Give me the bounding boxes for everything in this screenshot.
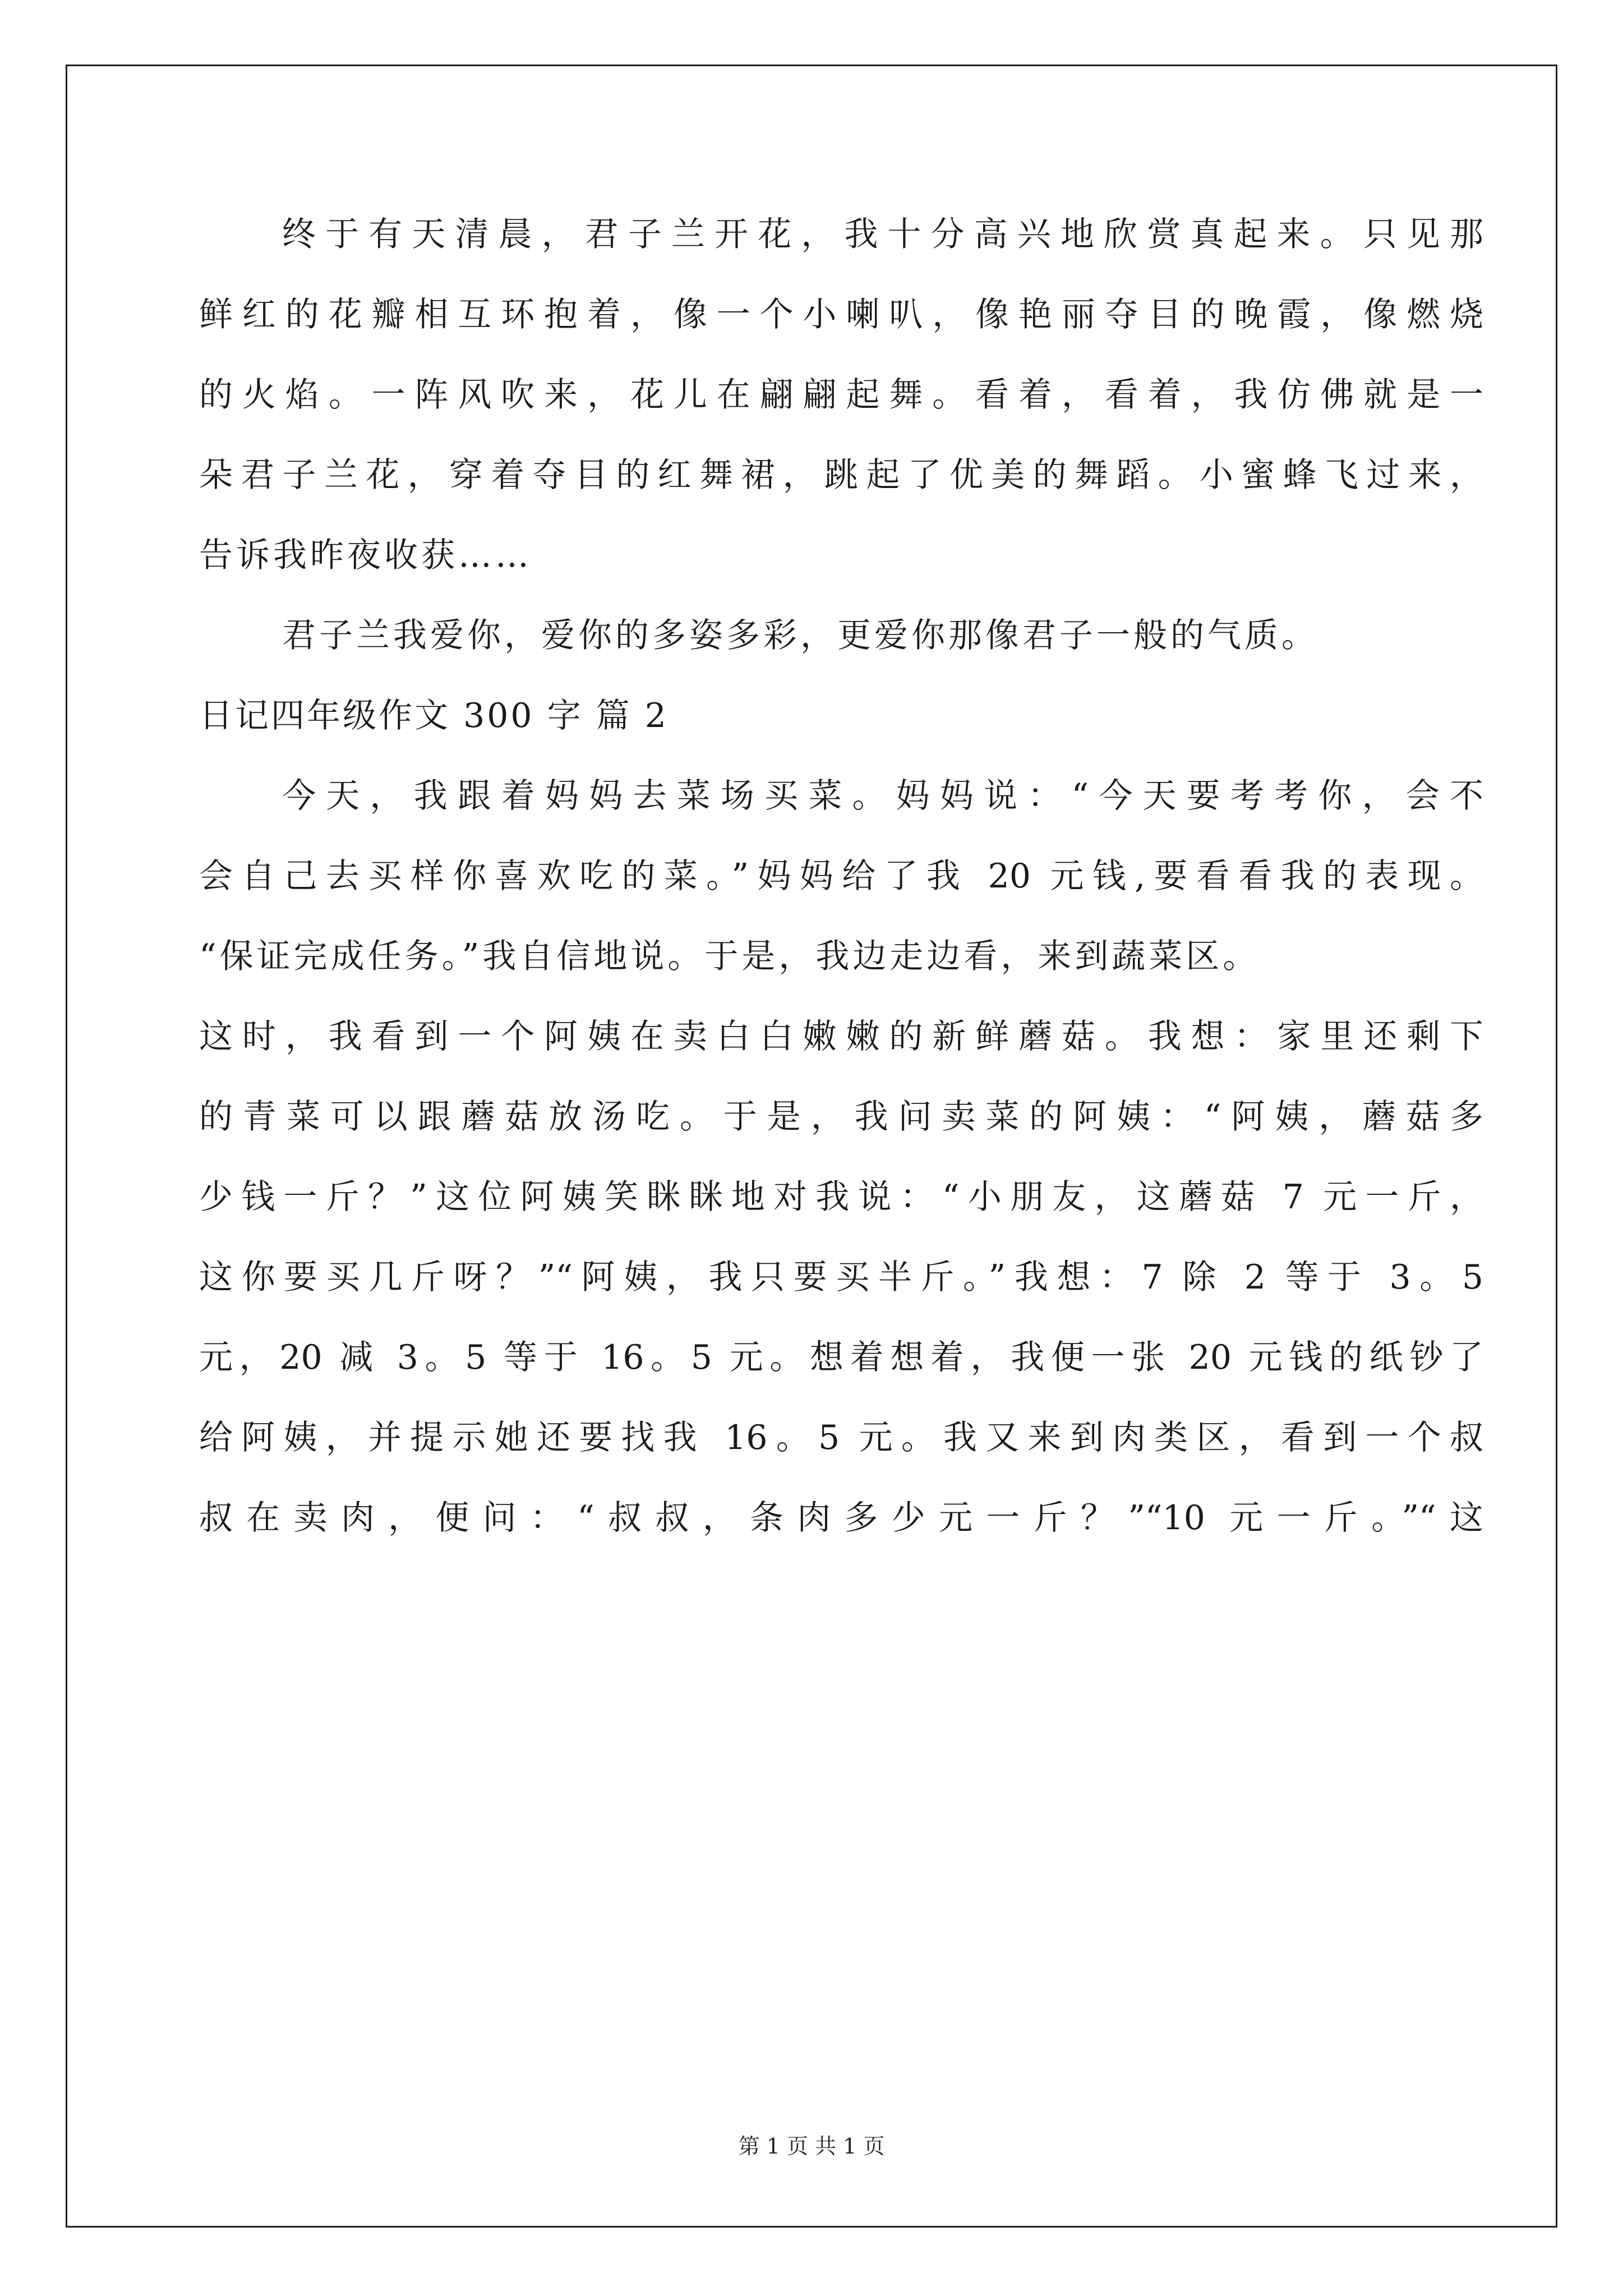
text-line: 元，20 减 3。5 等于 16。5 元。想着想着，我便一张 20 元钱的纸钞了 [199, 1338, 1483, 1377]
text-line: 的青菜可以跟蘑菇放汤吃。于是，我问卖菜的阿姨：“阿姨，蘑菇多 [199, 1097, 1483, 1137]
text-line: 今天，我跟着妈妈去菜场买菜。妈妈说：“今天要考考你，会不 [282, 776, 1483, 816]
text-line: 给阿姨，并提示她还要找我 16。5 元。我又来到肉类区，看到一个叔 [199, 1418, 1483, 1457]
text-line: 会自己去买样你喜欢吃的菜。”妈妈给了我 20 元钱,要看看我的表现。 [199, 857, 1483, 896]
text-line: 这你要买几斤呀？”“阿姨，我只要买半斤。”我想：7 除 2 等于 3。5 [199, 1258, 1483, 1297]
text-line: 朵君子兰花，穿着夺目的红舞裙，跳起了优美的舞蹈。小蜜蜂飞过来， [199, 455, 1483, 495]
page-footer: 第 1 页 共 1 页 [738, 2134, 885, 2159]
text-line: 的火焰。一阵风吹来，花儿在翩翩起舞。看着，看着，我仿佛就是一 [199, 375, 1483, 415]
section-heading: 日记四年级作文 300 字 篇 2 [199, 696, 668, 735]
text-line: 君子兰我爱你，爱你的多姿多彩，更爱你那像君子一般的气质。 [282, 616, 1318, 655]
text-line: 鲜红的花瓣相互环抱着，像一个小喇叭，像艳丽夺目的晚霞，像燃烧 [199, 295, 1483, 334]
document-body [199, 215, 1483, 1581]
text-line: “保证完成任务。”我自信地说。于是，我边走边看，来到蔬菜区。 [199, 937, 1260, 976]
text-line: 这时，我看到一个阿姨在卖白白嫩嫩的新鲜蘑菇。我想：家里还剩下 [199, 1017, 1483, 1056]
text-line: 叔在卖肉，便问：“叔叔，条肉多少元一斤？”“10 元一斤。”“这 [199, 1498, 1483, 1538]
text-line: 告诉我昨夜收获…… [199, 536, 532, 575]
text-line: 少钱一斤？”这位阿姨笑眯眯地对我说：“小朋友，这蘑菇 7 元一斤， [199, 1177, 1483, 1217]
text-line: 终于有天清晨，君子兰开花，我十分高兴地欣赏真起来。只见那 [282, 215, 1483, 254]
